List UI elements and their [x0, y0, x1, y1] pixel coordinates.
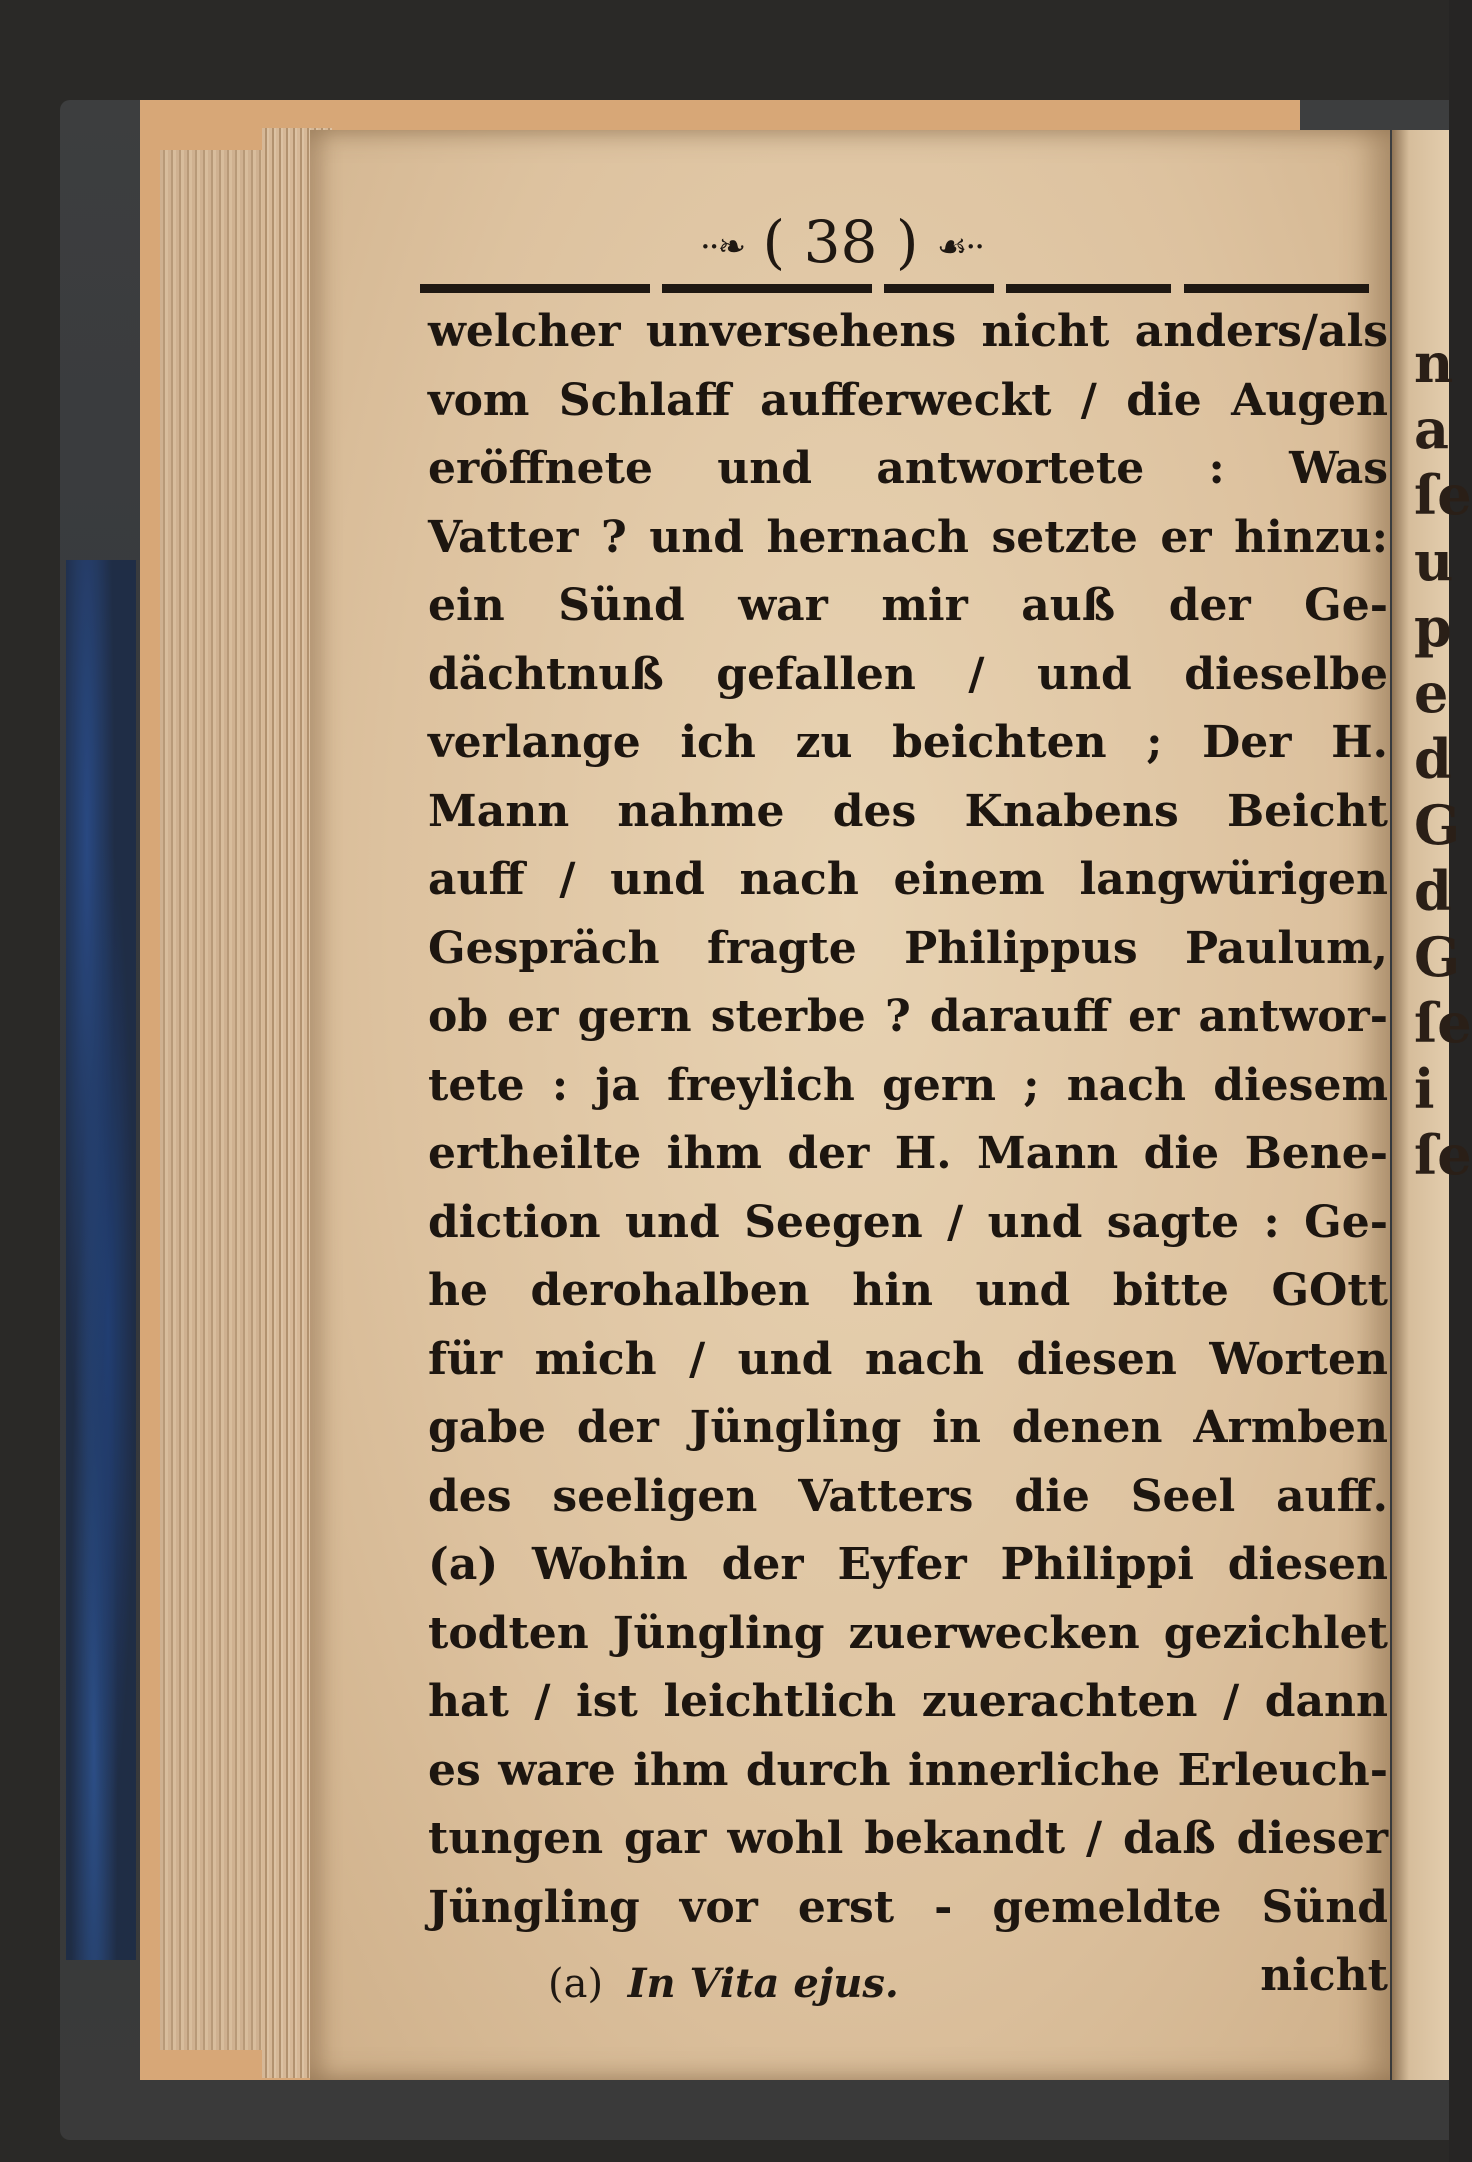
next-page-text-fragment: n a ſe u p e d G d G ſe i ſe	[1414, 331, 1472, 1187]
text-line: hat / ist leichtlich zuerachten / dann	[428, 1676, 1388, 1727]
marbled-cover-edge	[66, 560, 136, 1960]
text-line: tungen gar wohl bekandt / daß dieser	[428, 1813, 1388, 1864]
page-number: ( 38 )	[762, 208, 919, 276]
header-rule-1	[420, 284, 650, 293]
text-line: vom Schlaff aufferweckt / die Augen	[428, 374, 1388, 426]
footnote-marker: (a)	[548, 1961, 604, 2007]
page-header	[700, 208, 1120, 276]
text-line: diction und Seegen / und sagte : Ge-	[428, 1196, 1388, 1248]
text-line: tete : ja freylich gern ; nach diesem	[428, 1059, 1388, 1111]
text-line: Jüngling vor erst - gemeldte Sünd	[428, 1881, 1388, 1933]
text-line: dächtnuß gefallen / und dieselbe	[428, 648, 1388, 700]
text-line: (a) Wohin der Eyfer Philippi diesen	[428, 1539, 1388, 1590]
footnote-text: In Vita ejus.	[627, 1960, 899, 2007]
footnote	[548, 1960, 899, 2007]
text-line: gabe der Jüngling in denen Armben	[428, 1402, 1388, 1453]
header-rule-4	[1006, 284, 1171, 293]
header-rule-5	[1184, 284, 1369, 293]
text-line: auff / und nach einem langwürigen	[428, 854, 1388, 905]
catchword: nicht	[1260, 1950, 1388, 2001]
body-text	[428, 298, 1388, 2011]
next-page-edge	[1392, 130, 1472, 2080]
text-line: verlange ich zu beichten ; Der H.	[428, 717, 1388, 768]
text-line: es ware ihm durch innerliche Erleuch-	[428, 1744, 1388, 1796]
header-rule-3	[884, 284, 994, 293]
text-line: des seeligen Vatters die Seel auff.	[428, 1470, 1388, 1522]
text-line: Mann nahme des Knabens Beicht	[428, 785, 1388, 837]
text-line: ob er gern sterbe ? darauff er antwor-	[428, 991, 1388, 1042]
text-line: Vatter ? und hernach setzte er hinzu:	[428, 511, 1388, 563]
text-line: eröffnete und antwortete : Was	[428, 443, 1388, 494]
text-line: ein Sünd war mir auß der Ge-	[428, 580, 1388, 631]
header-rule-2	[662, 284, 872, 293]
text-line: welcher unversehens nicht anders/als	[428, 306, 1388, 357]
text-line: Gespräch fragte Philippus Paulum,	[428, 922, 1388, 974]
text-line: he derohalben hin und bitte GOtt	[428, 1265, 1388, 1316]
header-ornament-right: ☙··	[936, 226, 984, 267]
text-line: todten Jüngling zuerwecken gezichlet	[428, 1607, 1388, 1659]
header-ornament-left: ··❧	[700, 226, 745, 267]
text-line: für mich / und nach diesen Worten	[428, 1333, 1388, 1385]
text-line: ertheilte ihm der H. Mann die Bene-	[428, 1128, 1388, 1179]
